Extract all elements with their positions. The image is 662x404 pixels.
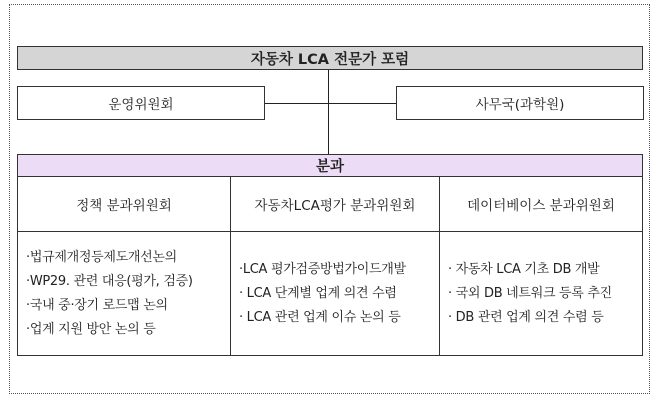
policy-committee-items	[18, 232, 230, 355]
forum-title: 자동차 LCA 전문가 포럼	[250, 51, 410, 68]
column-header-label: 데이터베이스 분과위원회	[467, 198, 615, 214]
list-item: · LCA 관련 업계 이슈 논의 등	[239, 309, 401, 325]
database-committee-header	[440, 177, 642, 232]
operations-committee-box	[17, 86, 265, 120]
list-item: ·WP29. 관련 대응(평가, 검증)	[26, 273, 193, 289]
division-header	[18, 155, 642, 177]
list-item: ·국내 중·장기 로드맵 논의	[26, 297, 168, 313]
lca-assessment-committee-items	[231, 232, 439, 355]
column-header-label: 정책 분과위원회	[76, 198, 172, 214]
division-label: 분과	[315, 159, 344, 175]
division-table	[17, 154, 643, 356]
connector-operations-secretariat	[265, 103, 396, 104]
forum-title-box	[17, 46, 643, 70]
list-item: ·LCA 평가검증방법가이드개발	[239, 261, 406, 277]
connector-title-to-division	[328, 70, 329, 154]
column-header-label: 자동차LCA평가 분과위원회	[254, 198, 416, 214]
list-item: · 자동차 LCA 기초 DB 개발	[448, 261, 600, 277]
policy-committee-header	[18, 177, 230, 232]
lca-assessment-committee-header	[231, 177, 439, 232]
operations-committee-label: 운영위원회	[108, 97, 174, 113]
secretariat-box	[396, 86, 644, 120]
list-item: ·법규제개정등제도개선논의	[26, 249, 177, 265]
list-item: · LCA 단계별 업계 의견 수렴	[239, 285, 397, 301]
list-item: ·업계 지원 방안 논의 등	[26, 321, 156, 337]
secretariat-label: 사무국(과학원)	[475, 97, 565, 113]
list-item: · 국외 DB 네트워크 등록 추진	[448, 285, 612, 301]
database-committee-items	[440, 232, 642, 355]
list-item: · DB 관련 업계 의견 수렴 등	[448, 309, 604, 325]
